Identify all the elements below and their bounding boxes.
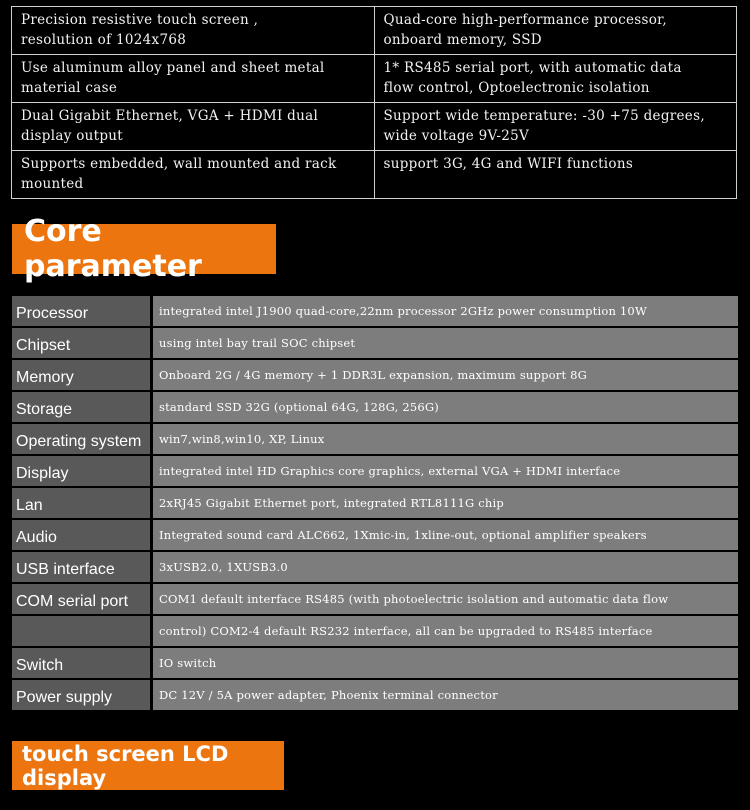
param-name: Processor — [12, 296, 150, 328]
param-name: Audio — [12, 520, 150, 552]
param-value: Integrated sound card ALC662, 1Xmic-in, 1xline-out, optional amplifier speakers — [153, 520, 738, 552]
param-name: Memory — [12, 360, 150, 392]
param-row-com-serial-port-continued — [12, 616, 738, 648]
param-value: win7,win8,win10, XP, Linux — [153, 424, 738, 456]
param-value: COM1 default interface RS485 (with photoelectric isolation and automatic data flow — [153, 584, 738, 616]
param-name: Lan — [12, 488, 150, 520]
feature-row — [12, 55, 737, 103]
feature-line: Quad-core high-performance processor, onboard memory, SSD — [383, 12, 668, 48]
feature-cell — [374, 151, 737, 199]
param-value: integrated intel HD Graphics core graphics, external VGA + HDMI interface — [153, 456, 738, 488]
feature-line: Support wide temperature: -30 +75 degrees, wide voltage 9V-25V — [383, 108, 705, 144]
param-name: Chipset — [12, 328, 150, 360]
feature-cell — [12, 7, 375, 55]
feature-cell — [12, 55, 375, 103]
param-name: COM serial port — [12, 584, 150, 616]
param-name: Power supply — [12, 680, 150, 712]
param-value: Onboard 2G / 4G memory + 1 DDR3L expansion, maximum support 8G — [153, 360, 738, 392]
param-row-power-supply — [12, 680, 738, 712]
param-value: integrated intel J1900 quad-core,22nm processor 2GHz power consumption 10W — [153, 296, 738, 328]
param-row-processor — [12, 296, 738, 328]
param-row-com-serial-port — [12, 584, 738, 616]
param-row-memory — [12, 360, 738, 392]
param-value: 3xUSB2.0, 1XUSB3.0 — [153, 552, 738, 584]
feature-row — [12, 103, 737, 151]
param-value: using intel bay trail SOC chipset — [153, 328, 738, 360]
feature-row — [12, 7, 737, 55]
parameter-table — [12, 296, 738, 712]
param-row-operating-system — [12, 424, 738, 456]
feature-line: support 3G, 4G and WIFI functions — [383, 156, 634, 172]
param-row-chipset — [12, 328, 738, 360]
param-row-display — [12, 456, 738, 488]
core-parameter-heading: Core parameter — [12, 224, 276, 274]
param-value: IO switch — [153, 648, 738, 680]
param-row-switch — [12, 648, 738, 680]
param-value: DC 12V / 5A power adapter, Phoenix terminal connector — [153, 680, 738, 712]
param-value: standard SSD 32G (optional 64G, 128G, 256G) — [153, 392, 738, 424]
param-row-usb-interface — [12, 552, 738, 584]
param-row-lan — [12, 488, 738, 520]
feature-line: Precision resistive touch screen , resolution of 1024x768 — [21, 12, 259, 48]
param-row-audio — [12, 520, 738, 552]
feature-table — [11, 6, 737, 199]
param-row-storage — [12, 392, 738, 424]
param-name: Display — [12, 456, 150, 488]
feature-row — [12, 151, 737, 199]
param-name: Storage — [12, 392, 150, 424]
param-name — [12, 616, 150, 648]
feature-cell — [374, 103, 737, 151]
param-name: USB interface — [12, 552, 150, 584]
feature-cell — [12, 151, 375, 199]
feature-line: 1* RS485 serial port, with automatic data flow control, Optoelectronic isolation — [383, 60, 682, 96]
feature-cell — [374, 7, 737, 55]
param-name: Operating system — [12, 424, 150, 456]
feature-line: Dual Gigabit Ethernet, VGA + HDMI dual display output — [21, 108, 319, 144]
feature-cell — [12, 103, 375, 151]
feature-cell — [374, 55, 737, 103]
param-value: 2xRJ45 Gigabit Ethernet port, integrated RTL8111G chip — [153, 488, 738, 520]
touch-screen-heading: touch screen LCD display — [12, 741, 284, 790]
feature-line: Use aluminum alloy panel and sheet metal material case — [21, 60, 325, 96]
feature-line: Supports embedded, wall mounted and rack mounted — [21, 156, 337, 192]
param-value: control) COM2-4 default RS232 interface, all can be upgraded to RS485 interface — [153, 616, 738, 648]
param-name: Switch — [12, 648, 150, 680]
